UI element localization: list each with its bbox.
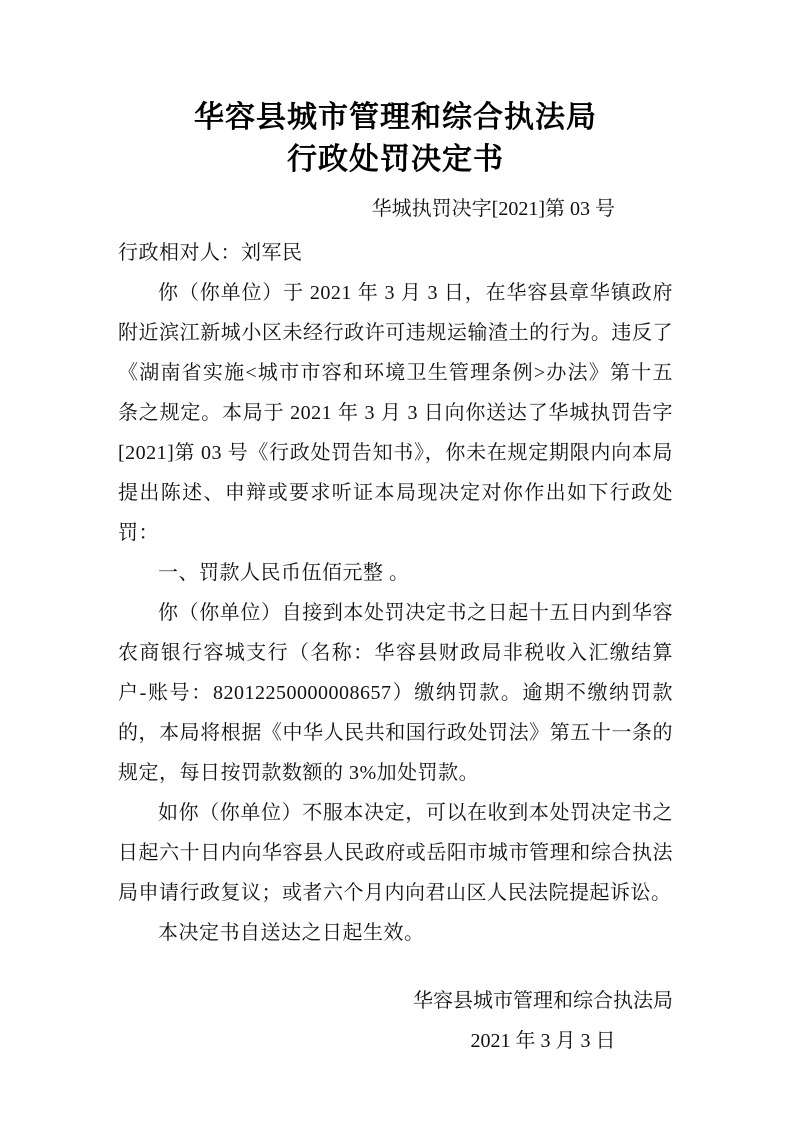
paragraph-appeal-rights: 如你（你单位）不服本决定，可以在收到本处罚决定书之日起六十日内向华容县人民政府或岳阳市城市管理和综合执法局申请行政复议；或者六个月内向君山区人民法院提起诉讼。	[118, 802, 673, 904]
document-number: 华城执罚决字[2021]第 03 号	[371, 198, 615, 220]
issuing-agency-title: 华容县城市管理和综合执法局	[194, 101, 597, 134]
document-title	[118, 97, 673, 181]
paragraph-penalty-decision: 一、罚款人民币伍佰元整 。	[158, 562, 410, 584]
paragraph-effective-date: 本决定书自送达之日起生效。	[158, 922, 425, 944]
recipient-line: 行政相对人：刘军民	[118, 242, 303, 264]
signature-block	[413, 981, 673, 1061]
paragraph-payment-instructions: 你（你单位）自接到本处罚决定书之日起十五日内到华容农商银行容城支行（名称：华容县财政局非税收入汇缴结算户-账号：82012250000008657）缴纳罚款。逾期不缴纳罚款的，本局将根据《中华人民共和国行政处罚法》第五十一条的规定，每日按罚款数额的 3%加处罚款。	[118, 602, 673, 784]
paragraph-facts-and-basis: 你（你单位）于 2021 年 3 月 3 日，在华容县章华镇政府附近滨江新城小区未经行政许可违规运输渣土的行为。违反了《湖南省实施<城市市容和环境卫生管理条例>办法》第十五条之规定。本局于 2021 年 3 月 3 日向你送达了华城执罚告字[2021]第 03 号《行政处罚告知书》，你未在规定期限内向本局提出陈述、申辩或要求听证本局现决定对你作出如下行政处罚：	[118, 282, 673, 544]
signature-agency: 华容县城市管理和综合执法局	[413, 990, 673, 1012]
document-type-title: 行政处罚决定书	[287, 143, 504, 176]
signature-date: 2021 年 3 月 3 日	[470, 1030, 616, 1052]
document-body	[118, 233, 673, 953]
